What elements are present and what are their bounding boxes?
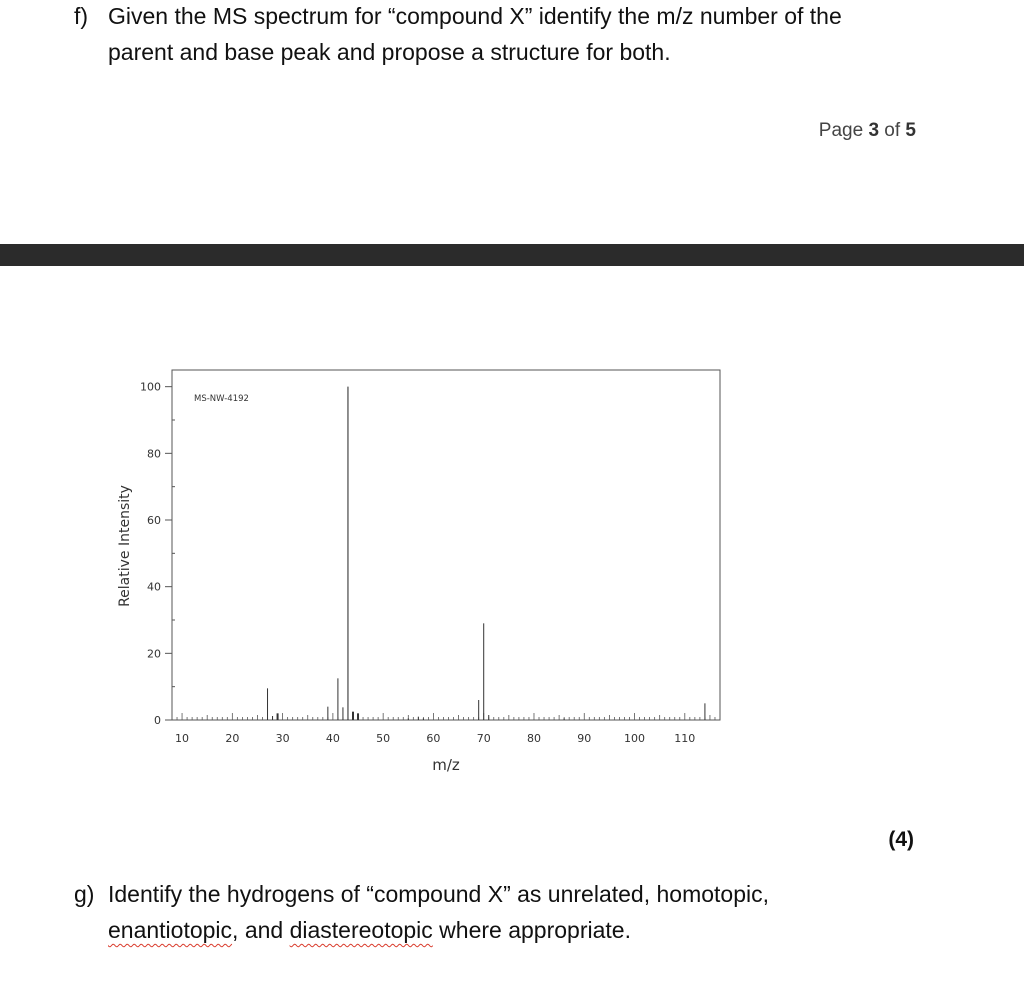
question-f-label: f) xyxy=(74,3,89,29)
x-tick-label: 100 xyxy=(624,732,646,745)
y-tick-label: 60 xyxy=(147,514,161,527)
peak-bars xyxy=(268,387,705,720)
y-tick-label: 80 xyxy=(147,447,161,461)
question-g-label: g) xyxy=(74,881,95,907)
x-tick-label: 50 xyxy=(376,732,391,745)
x-tick-label: 110 xyxy=(674,732,696,745)
page-break-bar xyxy=(0,244,1024,266)
x-tick-label: 40 xyxy=(325,732,340,745)
x-tick-label: 60 xyxy=(426,732,441,745)
ms-spectrum-chart xyxy=(100,360,740,780)
y-tick-label: 0 xyxy=(154,714,161,727)
marks: (4) xyxy=(888,828,914,851)
plot-frame xyxy=(172,370,720,720)
question-g-line2 xyxy=(108,912,769,948)
x-tick-label: 80 xyxy=(526,732,541,745)
y-axis xyxy=(140,381,175,727)
x-tick-label: 90 xyxy=(577,732,592,745)
term-enantiotopic: enantiotopic xyxy=(108,917,233,943)
question-g-line2-sep: , and xyxy=(232,917,290,943)
page-prefix: Page xyxy=(818,120,869,141)
page-total: 5 xyxy=(905,120,916,141)
page-number xyxy=(819,120,916,142)
question-g-line1: Identify the hydrogens of “compound X” as unrelated, homotopic, xyxy=(108,881,770,907)
y-axis-label: Relative Intensity xyxy=(117,485,133,607)
x-axis xyxy=(172,713,720,745)
x-tick-label: 10 xyxy=(175,732,190,745)
page-middle: of xyxy=(879,120,906,141)
y-tick-label: 100 xyxy=(140,380,161,394)
y-tick-label: 40 xyxy=(147,580,161,594)
question-f-line1: Given the MS spectrum for “compound X” identify the m/z number of the xyxy=(108,3,842,29)
y-tick-label: 20 xyxy=(147,647,161,661)
term-diastereotopic: diastereotopic xyxy=(289,917,433,943)
x-tick-label: 30 xyxy=(275,732,290,745)
question-f-line2: parent and base peak and propose a structure for both. xyxy=(108,39,671,65)
x-tick-label: 70 xyxy=(476,732,491,745)
x-axis-label: m/z xyxy=(432,756,460,774)
x-tick-label: 20 xyxy=(225,732,240,745)
question-g-line2-end: where appropriate. xyxy=(432,917,631,943)
page-current: 3 xyxy=(868,120,880,141)
chart-title: MS-NW-4192 xyxy=(194,394,249,404)
